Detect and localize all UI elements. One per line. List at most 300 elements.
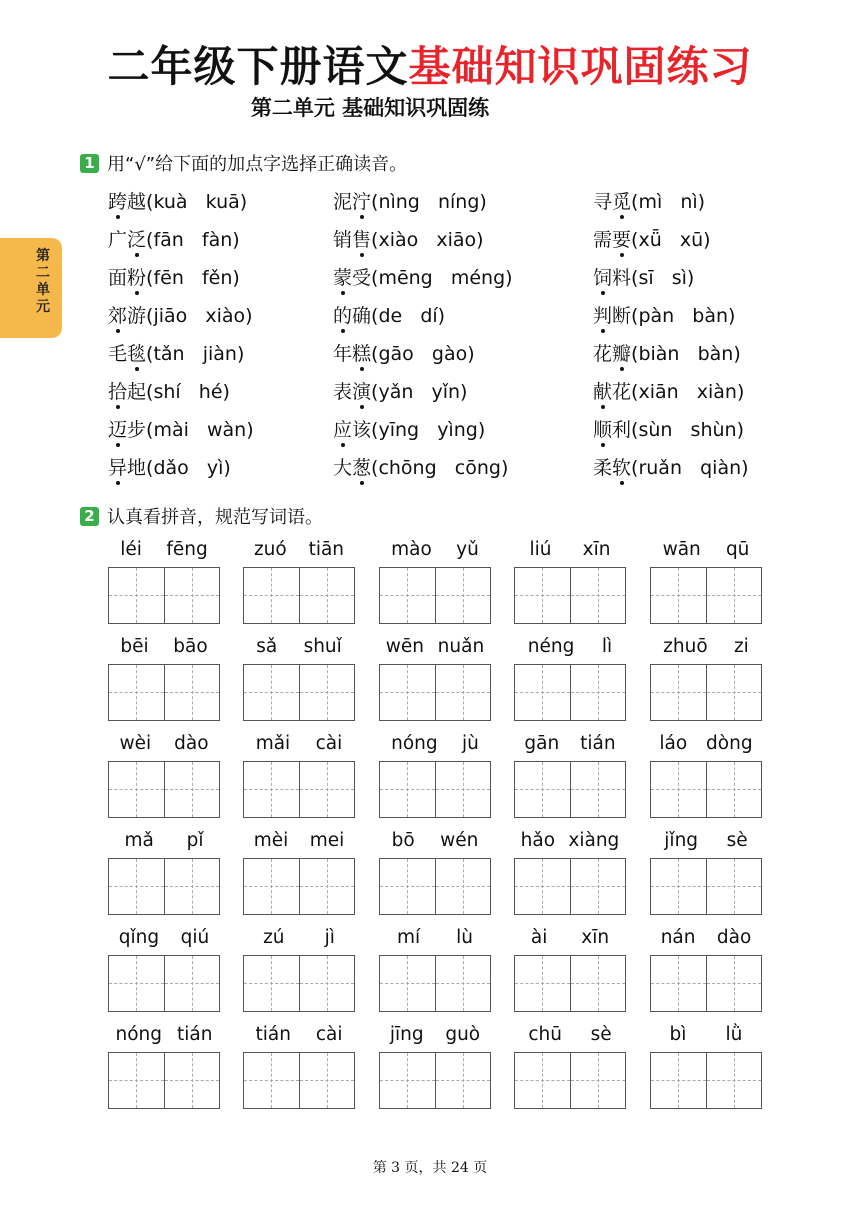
title-black: 二年级下册语文 xyxy=(107,42,409,91)
pinyin-syllable: sè xyxy=(726,830,748,851)
pinyin-options: (sùn shùn) xyxy=(631,419,744,441)
pinyin-options: (yǎn yǐn) xyxy=(371,381,468,403)
pinyin-choice-item xyxy=(108,453,231,480)
word-writing-box xyxy=(379,830,491,915)
pinyin-choice-item xyxy=(108,339,244,366)
pinyin-choice-item xyxy=(108,187,247,214)
word-writing-box xyxy=(243,1024,355,1109)
pinyin-choice-item xyxy=(593,225,711,252)
pinyin-choice-item xyxy=(108,301,253,328)
pinyin-syllable: néng xyxy=(527,636,575,657)
word-writing-box xyxy=(514,1024,626,1109)
item-char: 料 xyxy=(612,267,632,289)
pinyin-syllable: qǐng xyxy=(118,927,160,948)
pinyin-syllable: cài xyxy=(315,733,343,754)
page-footer: 第 3 页，共 24 页 xyxy=(372,1160,488,1176)
item-word xyxy=(333,419,371,441)
item-word xyxy=(108,229,146,251)
pinyin-options: (dǎo yì) xyxy=(146,457,231,479)
tianzige-grid xyxy=(243,761,355,818)
dotted-char: 演 xyxy=(352,377,371,404)
dotted-char: 毯 xyxy=(127,339,146,366)
pinyin-syllable: dòng xyxy=(706,733,753,754)
pinyin-syllable: lǜ xyxy=(725,1024,743,1045)
pinyin-choice-item xyxy=(593,263,694,290)
writing-cell[interactable] xyxy=(706,568,762,623)
writing-cell[interactable] xyxy=(244,859,299,914)
writing-cell[interactable] xyxy=(435,859,491,914)
tianzige-grid xyxy=(650,761,762,818)
pinyin-row xyxy=(108,733,220,761)
writing-cell[interactable] xyxy=(651,859,706,914)
item-char: 受 xyxy=(352,267,372,289)
word-writing-box xyxy=(379,927,491,1012)
pinyin-syllable: fēng xyxy=(166,539,208,560)
word-writing-box xyxy=(650,830,762,915)
writing-cell[interactable] xyxy=(435,665,491,720)
dotted-char: 瓣 xyxy=(612,339,631,366)
writing-cell[interactable] xyxy=(244,665,299,720)
tianzige-grid xyxy=(379,955,491,1012)
pinyin-syllable: sǎ xyxy=(256,636,278,657)
dotted-char: 异 xyxy=(108,453,127,480)
writing-cell[interactable] xyxy=(109,568,164,623)
pinyin-options: (nìng níng) xyxy=(371,191,487,213)
pinyin-choice-item xyxy=(108,415,254,442)
dotted-char: 觅 xyxy=(612,187,631,214)
tianzige-grid xyxy=(379,1052,491,1109)
pinyin-syllable: nuǎn xyxy=(437,636,485,657)
dotted-char: 泛 xyxy=(127,225,146,252)
pinyin-syllable: tián xyxy=(580,733,616,754)
pinyin-options: (kuà kuā) xyxy=(146,191,248,213)
writing-cell[interactable] xyxy=(109,859,164,914)
tianzige-grid xyxy=(108,567,220,624)
pinyin-syllable: pǐ xyxy=(186,830,204,851)
pinyin-row xyxy=(108,830,220,858)
pinyin-choice-item xyxy=(108,263,240,290)
item-char: 寻 xyxy=(593,191,613,213)
tianzige-grid xyxy=(514,664,626,721)
pinyin-syllable: mǎ xyxy=(124,830,154,851)
word-writing-box xyxy=(514,539,626,624)
word-writing-box xyxy=(514,830,626,915)
item-word xyxy=(333,381,371,403)
writing-cell[interactable] xyxy=(706,859,762,914)
writing-cell[interactable] xyxy=(244,568,299,623)
pinyin-row xyxy=(379,830,491,858)
pinyin-syllable: gān xyxy=(524,733,560,754)
pinyin-syllable: bēi xyxy=(120,636,149,657)
item-char: 步 xyxy=(127,419,147,441)
dotted-char: 蒙 xyxy=(333,263,352,290)
pinyin-choice-item xyxy=(108,377,230,404)
pinyin-options: (chōng cōng) xyxy=(371,457,509,479)
pinyin-row xyxy=(650,636,762,664)
item-word xyxy=(108,457,146,479)
writing-cell[interactable] xyxy=(164,859,220,914)
pinyin-choice-item xyxy=(108,225,240,252)
item-word xyxy=(593,457,631,479)
writing-cell[interactable] xyxy=(380,665,435,720)
pinyin-row xyxy=(650,830,762,858)
pinyin-syllable: dào xyxy=(174,733,209,754)
dotted-char: 拾 xyxy=(108,377,127,404)
writing-cell[interactable] xyxy=(706,956,762,1011)
item-char: 大 xyxy=(333,457,353,479)
writing-cell[interactable] xyxy=(570,859,626,914)
pinyin-options: (mēng méng) xyxy=(371,267,513,289)
pinyin-options: (sī sì) xyxy=(631,267,695,289)
pinyin-options: (mì nì) xyxy=(631,191,706,213)
writing-cell[interactable] xyxy=(244,1053,299,1108)
pinyin-choice-item xyxy=(333,187,487,214)
pinyin-syllable: zuó xyxy=(253,539,287,560)
tianzige-grid xyxy=(650,567,762,624)
word-writing-box xyxy=(243,733,355,818)
pinyin-syllable: qiú xyxy=(180,927,210,948)
pinyin-row xyxy=(379,733,491,761)
item-char: 表 xyxy=(333,381,353,403)
item-char: 广 xyxy=(108,229,128,251)
side-tab-label: 第二单元 xyxy=(36,248,50,315)
tianzige-grid xyxy=(379,664,491,721)
tianzige-grid xyxy=(514,1052,626,1109)
pinyin-syllable: ài xyxy=(530,927,548,948)
writing-cell[interactable] xyxy=(515,568,570,623)
dotted-char: 粉 xyxy=(127,263,146,290)
tianzige-grid xyxy=(108,761,220,818)
word-writing-box xyxy=(650,636,762,721)
item-char: 该 xyxy=(352,419,372,441)
pinyin-row xyxy=(243,539,355,567)
tianzige-grid xyxy=(650,955,762,1012)
word-writing-box xyxy=(108,539,220,624)
pinyin-row xyxy=(108,539,220,567)
pinyin-row xyxy=(243,830,355,858)
writing-cell[interactable] xyxy=(244,762,299,817)
pinyin-row xyxy=(243,927,355,955)
pinyin-options: (jiāo xiào) xyxy=(146,305,253,327)
item-word xyxy=(593,381,631,403)
pinyin-syllable: chū xyxy=(528,1024,562,1045)
writing-cell[interactable] xyxy=(570,762,626,817)
item-char: 泥 xyxy=(333,191,353,213)
writing-cell[interactable] xyxy=(651,1053,706,1108)
pinyin-syllable: jì xyxy=(324,927,335,948)
writing-cell[interactable] xyxy=(164,568,220,623)
writing-cell[interactable] xyxy=(164,956,220,1011)
pinyin-row xyxy=(650,733,762,761)
pinyin-syllable: lù xyxy=(456,927,473,948)
item-word xyxy=(108,267,146,289)
writing-cell[interactable] xyxy=(706,665,762,720)
dotted-char: 献 xyxy=(593,377,612,404)
pinyin-row xyxy=(514,830,626,858)
writing-cell[interactable] xyxy=(706,762,762,817)
pinyin-row xyxy=(108,927,220,955)
pinyin-syllable: shuǐ xyxy=(303,636,342,657)
pinyin-row xyxy=(379,1024,491,1052)
writing-cell[interactable] xyxy=(299,665,355,720)
title-red: 基础知识巩固练习 xyxy=(408,42,753,91)
writing-cell[interactable] xyxy=(299,762,355,817)
question-1-header xyxy=(80,150,407,176)
pinyin-options: (gāo gào) xyxy=(371,343,475,365)
tianzige-grid xyxy=(650,858,762,915)
writing-cell[interactable] xyxy=(435,568,491,623)
writing-cell[interactable] xyxy=(435,1053,491,1108)
writing-cell[interactable] xyxy=(164,665,220,720)
word-writing-box xyxy=(650,539,762,624)
writing-cell[interactable] xyxy=(380,762,435,817)
pinyin-choice-item xyxy=(593,377,744,404)
dotted-char: 应 xyxy=(333,415,352,442)
writing-cell[interactable] xyxy=(380,568,435,623)
tianzige-grid xyxy=(243,858,355,915)
tianzige-grid xyxy=(243,955,355,1012)
pinyin-choice-item xyxy=(333,263,513,290)
pinyin-options: (fēn fěn) xyxy=(146,267,240,289)
pinyin-row xyxy=(514,927,626,955)
tianzige-grid xyxy=(108,858,220,915)
writing-cell[interactable] xyxy=(651,665,706,720)
pinyin-syllable: mào xyxy=(391,539,432,560)
dotted-char: 葱 xyxy=(352,453,371,480)
pinyin-syllable: cài xyxy=(315,1024,343,1045)
pinyin-syllable: mǎi xyxy=(255,733,291,754)
item-word xyxy=(593,305,631,327)
item-word xyxy=(593,419,631,441)
pinyin-choice-item xyxy=(333,377,467,404)
writing-cell[interactable] xyxy=(515,859,570,914)
dotted-char: 泞 xyxy=(352,187,371,214)
writing-cell[interactable] xyxy=(164,1053,220,1108)
pinyin-syllable: wèi xyxy=(119,733,152,754)
pinyin-syllable: xīn xyxy=(582,539,611,560)
writing-cell[interactable] xyxy=(299,1053,355,1108)
pinyin-syllable: bì xyxy=(669,1024,687,1045)
pinyin-row xyxy=(243,636,355,664)
writing-cell[interactable] xyxy=(109,762,164,817)
pinyin-syllable: wēn xyxy=(385,636,425,657)
pinyin-row xyxy=(514,539,626,567)
item-word xyxy=(333,229,371,251)
pinyin-row xyxy=(650,927,762,955)
writing-cell[interactable] xyxy=(380,956,435,1011)
question-2-instruction: 认真看拼音，规范写词语。 xyxy=(107,507,323,528)
word-writing-box xyxy=(650,1024,762,1109)
pinyin-syllable: dào xyxy=(716,927,752,948)
tianzige-grid xyxy=(650,1052,762,1109)
pinyin-syllable: wān xyxy=(662,539,701,560)
writing-cell[interactable] xyxy=(570,568,626,623)
question-2-header xyxy=(80,503,323,529)
item-char: 年 xyxy=(333,343,353,365)
word-writing-box xyxy=(108,830,220,915)
item-word xyxy=(593,343,631,365)
tianzige-grid xyxy=(514,955,626,1012)
word-writing-box xyxy=(650,733,762,818)
item-char: 面 xyxy=(108,267,128,289)
pinyin-syllable: guò xyxy=(445,1024,481,1045)
pinyin-options: (pàn bàn) xyxy=(631,305,736,327)
word-writing-box xyxy=(514,636,626,721)
writing-cell[interactable] xyxy=(515,1053,570,1108)
pinyin-options: (xǖ xū) xyxy=(631,229,711,251)
writing-cell[interactable] xyxy=(164,762,220,817)
tianzige-grid xyxy=(514,567,626,624)
pinyin-choice-item xyxy=(333,339,475,366)
pinyin-options: (xiān xiàn) xyxy=(631,381,745,403)
pinyin-syllable: mei xyxy=(309,830,345,851)
pinyin-row xyxy=(243,733,355,761)
pinyin-options: (de dí) xyxy=(371,305,446,327)
pinyin-syllable: zhuō xyxy=(663,636,708,657)
item-word xyxy=(593,191,631,213)
word-writing-box xyxy=(243,927,355,1012)
pinyin-row xyxy=(379,539,491,567)
word-writing-box xyxy=(379,733,491,818)
item-char: 销 xyxy=(333,229,353,251)
writing-cell[interactable] xyxy=(109,956,164,1011)
pinyin-syllable: sè xyxy=(590,1024,612,1045)
pinyin-syllable: mèi xyxy=(253,830,289,851)
pinyin-syllable: yǔ xyxy=(456,539,479,560)
writing-cell[interactable] xyxy=(570,1053,626,1108)
pinyin-syllable: liú xyxy=(529,539,552,560)
pinyin-syllable: nóng xyxy=(391,733,438,754)
writing-cell[interactable] xyxy=(435,762,491,817)
word-writing-box xyxy=(379,1024,491,1109)
pinyin-choice-item xyxy=(333,415,485,442)
pinyin-choice-item xyxy=(333,301,445,328)
item-word xyxy=(108,305,146,327)
tianzige-grid xyxy=(379,761,491,818)
word-writing-box xyxy=(379,636,491,721)
writing-cell[interactable] xyxy=(515,956,570,1011)
pinyin-options: (tǎn jiàn) xyxy=(146,343,245,365)
pinyin-options: (yīng yìng) xyxy=(371,419,486,441)
dotted-char: 饲 xyxy=(593,263,612,290)
writing-cell[interactable] xyxy=(435,956,491,1011)
pinyin-options: (mài wàn) xyxy=(146,419,254,441)
item-char: 游 xyxy=(127,305,147,327)
item-word xyxy=(593,267,631,289)
dotted-char: 售 xyxy=(352,225,371,252)
tianzige-grid xyxy=(379,858,491,915)
writing-cell[interactable] xyxy=(244,956,299,1011)
writing-cell[interactable] xyxy=(299,956,355,1011)
pinyin-row xyxy=(514,636,626,664)
item-word xyxy=(108,419,146,441)
pinyin-options: (xiào xiāo) xyxy=(371,229,484,251)
pinyin-choice-item xyxy=(333,453,508,480)
pinyin-syllable: mí xyxy=(396,927,421,948)
dotted-char: 跨 xyxy=(108,187,127,214)
writing-cell[interactable] xyxy=(651,956,706,1011)
dotted-char: 郊 xyxy=(108,301,127,328)
writing-cell[interactable] xyxy=(570,956,626,1011)
pinyin-row xyxy=(108,1024,220,1052)
pinyin-syllable: jīng xyxy=(389,1024,424,1045)
pinyin-options: (fān fàn) xyxy=(146,229,240,251)
tianzige-grid xyxy=(514,761,626,818)
item-word xyxy=(108,343,146,365)
item-word xyxy=(593,229,631,251)
item-word xyxy=(333,267,371,289)
dotted-char: 迈 xyxy=(108,415,127,442)
tianzige-grid xyxy=(108,955,220,1012)
pinyin-choice-item xyxy=(593,339,741,366)
item-word xyxy=(333,457,371,479)
writing-cell[interactable] xyxy=(570,665,626,720)
pinyin-choice-item xyxy=(593,453,749,480)
pinyin-choice-item xyxy=(593,187,705,214)
writing-cell[interactable] xyxy=(706,1053,762,1108)
pinyin-options: (ruǎn qiàn) xyxy=(631,457,749,479)
item-char: 花 xyxy=(593,343,613,365)
writing-cell[interactable] xyxy=(109,1053,164,1108)
word-writing-box xyxy=(514,733,626,818)
unit-subtitle: 第二单元 基础知识巩固练 xyxy=(250,96,490,120)
pinyin-syllable: xīn xyxy=(581,927,610,948)
writing-cell[interactable] xyxy=(651,568,706,623)
pinyin-row xyxy=(108,636,220,664)
word-writing-box xyxy=(514,927,626,1012)
word-writing-box xyxy=(108,733,220,818)
writing-cell[interactable] xyxy=(515,665,570,720)
word-writing-box xyxy=(108,927,220,1012)
item-char: 地 xyxy=(127,457,147,479)
item-word xyxy=(333,191,371,213)
item-word xyxy=(108,381,146,403)
pinyin-options: (shí hé) xyxy=(146,381,230,403)
pinyin-choice-item xyxy=(333,225,484,252)
writing-cell[interactable] xyxy=(380,1053,435,1108)
word-writing-box xyxy=(243,539,355,624)
writing-cell[interactable] xyxy=(515,762,570,817)
pinyin-syllable: jù xyxy=(461,733,479,754)
item-word xyxy=(108,191,146,213)
pinyin-row xyxy=(514,733,626,761)
writing-cell[interactable] xyxy=(380,859,435,914)
tianzige-grid xyxy=(243,664,355,721)
writing-cell[interactable] xyxy=(299,859,355,914)
item-char: 需 xyxy=(593,229,613,251)
item-char: 毛 xyxy=(108,343,128,365)
question-1-number: 1 xyxy=(80,154,99,173)
word-writing-box xyxy=(243,830,355,915)
pinyin-syllable: jǐng xyxy=(664,830,699,851)
pinyin-syllable: bō xyxy=(391,830,415,851)
page-title xyxy=(0,34,860,94)
question-1-instruction: 用“√”给下面的加点字选择正确读音。 xyxy=(107,154,408,175)
writing-cell[interactable] xyxy=(651,762,706,817)
tianzige-grid xyxy=(108,1052,220,1109)
pinyin-syllable: wén xyxy=(440,830,479,851)
tianzige-grid xyxy=(379,567,491,624)
item-word xyxy=(333,343,371,365)
writing-cell[interactable] xyxy=(109,665,164,720)
item-char: 越 xyxy=(127,191,147,213)
dotted-char: 要 xyxy=(612,225,631,252)
writing-cell[interactable] xyxy=(299,568,355,623)
tianzige-grid xyxy=(650,664,762,721)
pinyin-row xyxy=(379,927,491,955)
pinyin-options: (biàn bàn) xyxy=(631,343,741,365)
tianzige-grid xyxy=(514,858,626,915)
